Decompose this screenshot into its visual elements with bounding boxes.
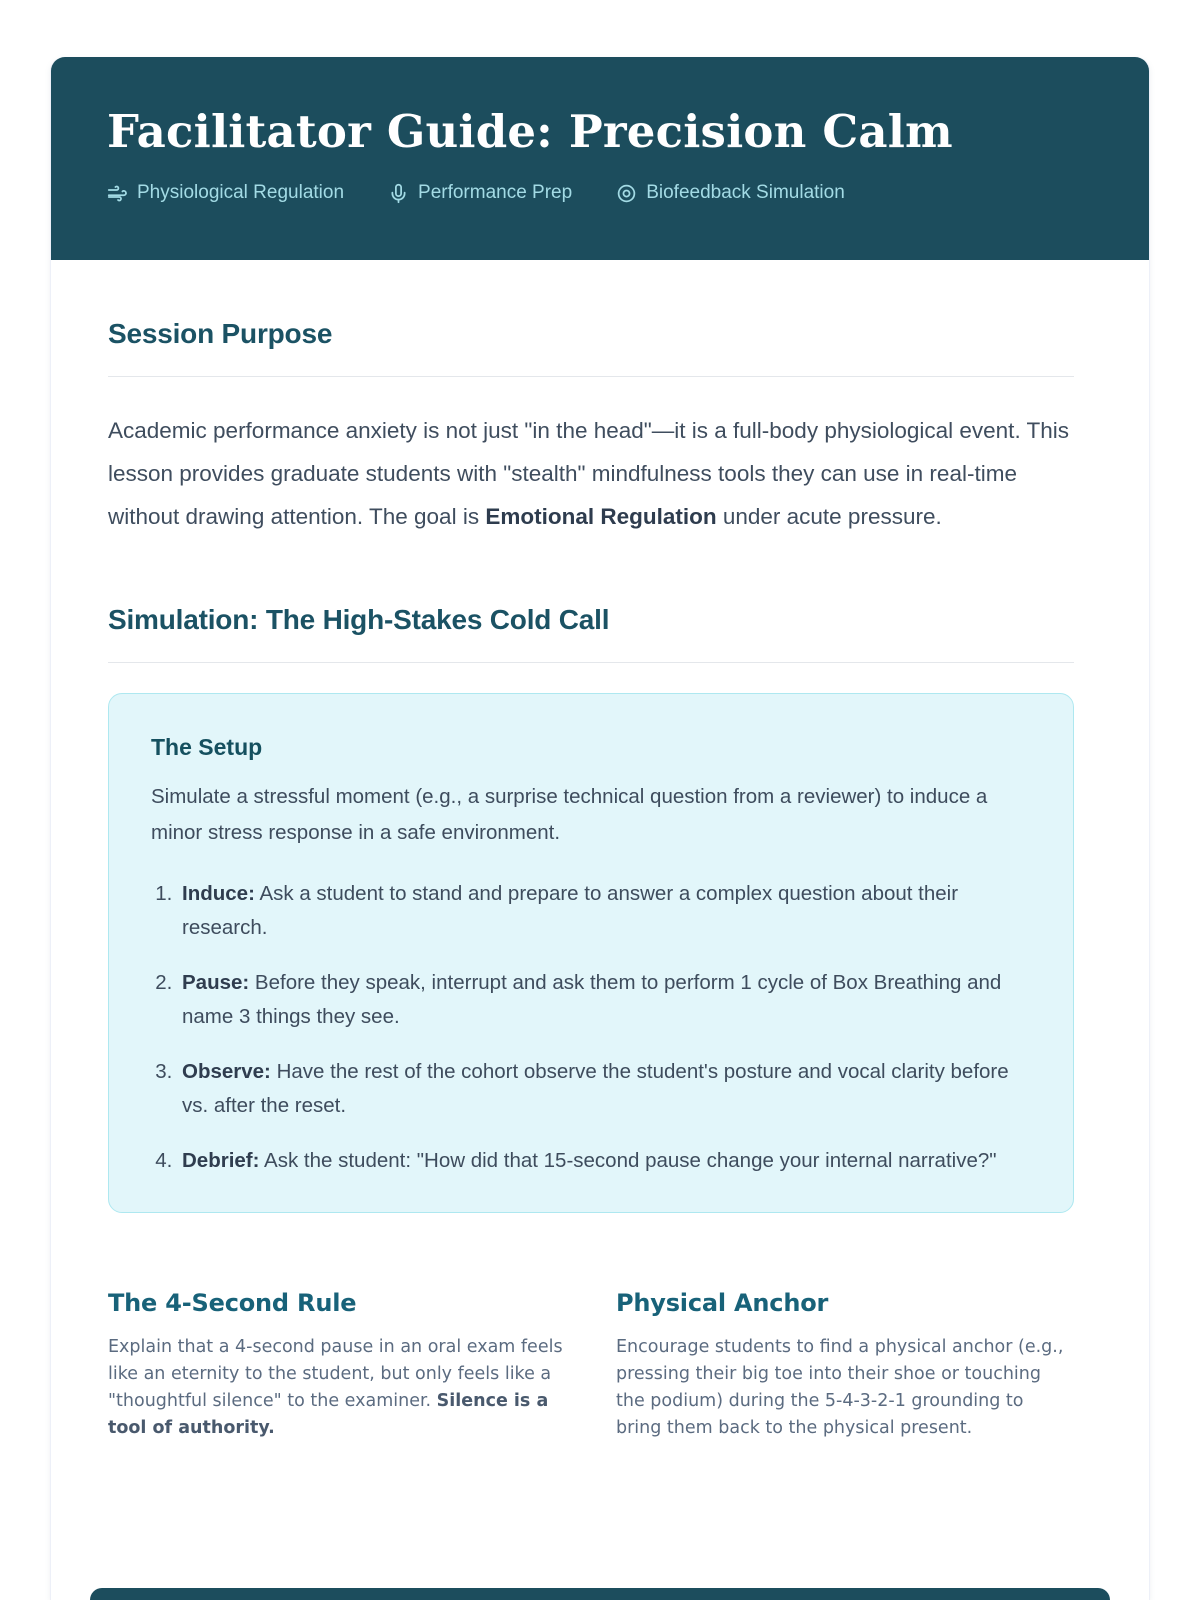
column-text: Encourage students to find a physical anchor (e.g., pressing their big toe into their shoe or touching the podium) during the 5-4-3-2-1 grounding to bring them back to the physical present. [616,1337,1064,1438]
callout-intro: Simulate a stressful moment (e.g., a surprise technical question from a reviewer) to induce a minor stress response in a safe environment. [151,785,988,844]
column-heading: The 4-Second Rule [108,1289,357,1317]
setup-callout-box [108,693,1074,1213]
paragraph-text: Academic performance anxiety is not just "in the head"—it is a full-body physiological event. This lesson provides graduate students with "stealth" mindfulness tools they can use in real-time without drawing attention. The goal is [108,418,1070,529]
document-card [50,57,1150,1600]
page-title: Facilitator Guide: Precision Calm [107,105,953,158]
document-body [51,318,1149,1442]
meta-label: Biofeedback Simulation [646,182,845,203]
step-label: Pause: [182,971,250,994]
list-item [178,966,1031,1034]
tips-columns [108,1289,1074,1442]
next-section-cutoff-bar [90,1588,1110,1600]
circle-dot-icon [616,183,637,204]
step-label: Observe: [182,1060,271,1083]
column-body [616,1334,1074,1442]
meta-biofeedback-simulation [616,182,845,204]
step-text: Have the rest of the cohort observe the student's posture and vocal clarity before vs. after the reset. [182,1060,1009,1117]
paragraph-bold-text: Emotional Regulation [485,504,717,529]
document-header [51,57,1149,260]
meta-label: Physiological Regulation [137,182,345,203]
meta-physiological-regulation [107,182,344,204]
setup-steps-list [151,877,1031,1178]
divider [108,662,1074,663]
session-purpose-paragraph [108,409,1074,538]
column-physical-anchor [616,1289,1074,1442]
step-label: Induce: [182,882,255,905]
step-label: Debrief: [182,1149,260,1172]
paragraph-text: under acute pressure. [716,504,942,529]
step-text: Before they speak, interrupt and ask them to perform 1 cycle of Box Breathing and name 3 things they see. [182,971,1002,1028]
step-text: Ask the student: "How did that 15-second pause change your internal narrative?" [259,1149,997,1172]
step-text: Ask a student to stand and prepare to answer a complex question about their research. [182,882,959,939]
list-item [178,877,1031,945]
header-meta-row [107,182,1093,204]
column-4-second-rule [108,1289,566,1442]
list-item [178,1144,1031,1178]
divider [108,376,1074,377]
section-title-session-purpose: Session Purpose [108,318,333,349]
callout-heading: The Setup [151,734,263,760]
microphone-icon [388,183,409,204]
meta-label: Performance Prep [418,182,573,203]
column-body [108,1334,566,1442]
meta-performance-prep [388,182,572,204]
list-item [178,1055,1031,1123]
column-bold-text: Silence is a tool of authority. [108,1391,549,1438]
column-text: Explain that a 4-second pause in an oral exam feels like an eternity to the student, but only feels like a "thoughtful silence" to the examiner. [108,1337,563,1411]
column-heading: Physical Anchor [616,1289,829,1317]
section-title-simulation: Simulation: The High-Stakes Cold Call [108,604,610,635]
wind-icon [107,183,128,204]
